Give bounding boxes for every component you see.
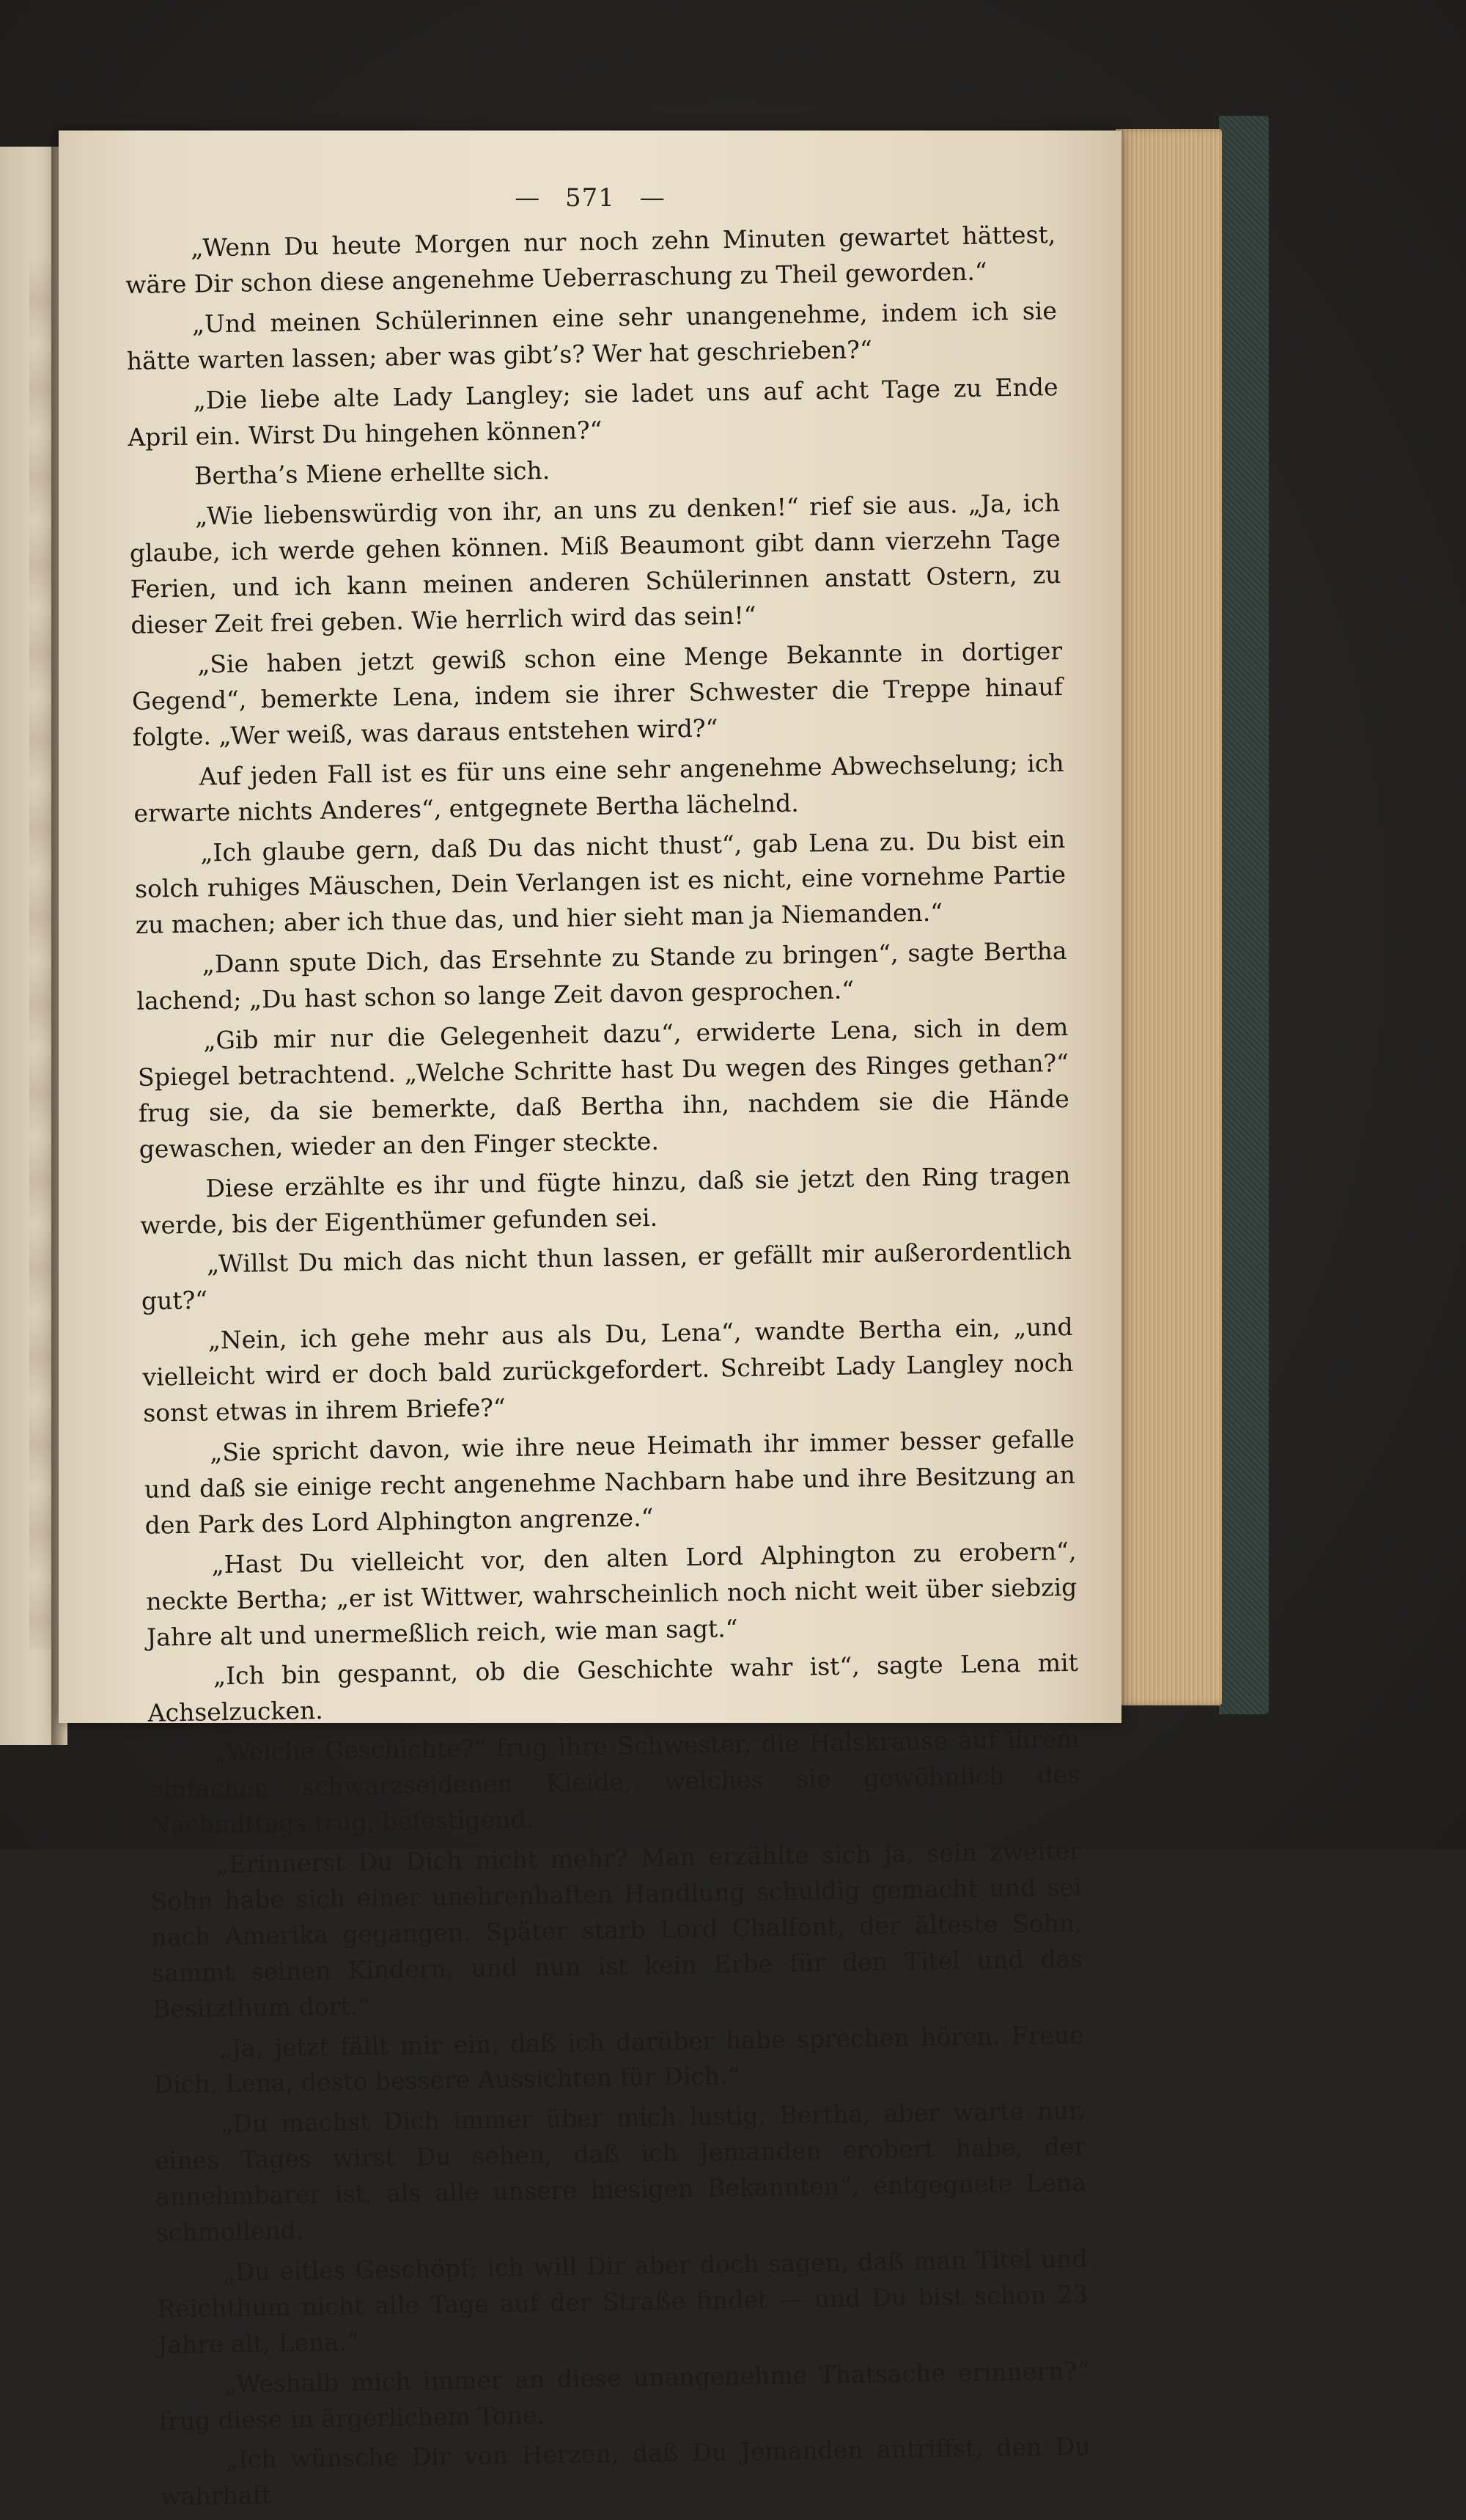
paragraph: „Dann spute Dich, das Ersehnte zu Stande zu bringen“, sagte Bertha lachend; „Du hast schon so lange Zeit davon gesprochen.“ [136, 936, 1067, 1015]
paragraph: „Und meinen Schülerinnen eine sehr unangenehme, indem ich sie hätte warten lassen; aber was gibt’s? Wer hat geschrieben?“ [126, 295, 1058, 375]
book-cover-edge [1217, 116, 1269, 1714]
paragraph: „Sie spricht davon, wie ihre neue Heimath ihr immer besser gefalle und daß sie einige recht angenehme Nachbarn habe und ihre Besitzung an den Park des Lord Alphington angrenze.“ [144, 1424, 1076, 1540]
paragraph: „Welche Geschichte?“ frug ihre Schwester, die Halskrause auf ihrem einfachen schwarzseidenen Kleide, welches sie gewöhnlich des Nachmittags trug, befestigend. [149, 1724, 1080, 1840]
paragraph: „Erinnerst Du Dich nicht mehr? Man erzählte sich ja, sein zweiter Sohn habe sich einer unehrenhaften Handlung schuldig gemacht und sei nach Amerika gegangen. Später starb Lord Chalfont, der älteste Sohn, sammt seinen Kindern, und nun ist kein Erbe für den Titel und das Besitzthum dort.“ [150, 1836, 1083, 2024]
paragraph: „Du eitles Geschöpf; ich will Dir aber doch sagen, daß man Titel und Reichthum nicht alle Tage auf der Straße findet — und Du bist schon 23 Jahre alt, Lena.“ [157, 2244, 1089, 2359]
page-edges [1116, 129, 1222, 1705]
paragraph: „Nein, ich gehe mehr aus als Du, Lena“, wandte Bertha ein, „und vielleicht wird er doch bald zurückgefordert. Schreibt Lady Langley noch sonst etwas in ihrem Briefe?“ [142, 1312, 1074, 1428]
paragraph: „Weshalb mich immer an diese unangenehme Thatsache erinnern?“ frug diese in ärgerlichem Tone. [158, 2356, 1090, 2436]
paragraph: „Ja, jetzt fällt mir ein, daß ich darüber habe sprechen hören. Freue Dich, Lena, desto bessere Aussichten für Dich.“ [153, 2020, 1085, 2100]
paragraph: „Die liebe alte Lady Langley; sie ladet uns auf acht Tage zu Ende April ein. Wirst Du hingehen können?“ [128, 372, 1058, 452]
paragraph: „Wenn Du heute Morgen nur noch zehn Minuten gewartet hättest, wäre Dir schon diese angenehme Ueberraschung zu Theil geworden.“ [125, 220, 1056, 299]
paragraph: „Ich glaube gern, daß Du das nicht thust“, gab Lena zu. Du bist ein solch ruhiges Mäuschen, Dein Verlangen ist es nicht, eine vornehme Partie zu machen; aber ich thue das, und hier sieht man ja Niemanden.“ [134, 824, 1067, 940]
paragraph: „Willst Du mich das nicht thun lassen, er gefällt mir außerordentlich gut?“ [141, 1236, 1072, 1316]
right-page [59, 131, 1121, 2511]
paragraph: „Ich bin gespannt, ob die Geschichte wahr ist“, sagte Lena mit Achselzucken. [147, 1648, 1079, 1728]
paragraph: Diese erzählte es ihr und fügte hinzu, daß sie jetzt den Ring tragen werde, bis der Eigenthümer gefunden sei. [139, 1160, 1071, 1240]
paragraph: „Hast Du vielleicht vor, den alten Lord Alphington zu erobern“, neckte Bertha; „er ist Wittwer, wahrscheinlich noch nicht weit über siebzig Jahre alt und unermeßlich reich, wie man sagt.“ [146, 1536, 1078, 1652]
page-number: 571 [565, 183, 615, 213]
page-header [59, 183, 1121, 213]
body-text [125, 217, 1091, 2520]
header-dash-left: — [515, 183, 541, 213]
paragraph: Bertha’s Miene erhellte sich. [194, 456, 550, 491]
paragraph: Auf jeden Fall ist es für uns eine sehr angenehme Abwechselung; ich erwarte nichts Anderes“, entgegnete Bertha lächelnd. [133, 748, 1064, 828]
paragraph: „Ich wünsche Dir von Herzen, daß Du Jemanden antriffst, den Du wahrhaft [160, 2432, 1091, 2511]
paragraph: „Gib mir nur die Gelegenheit dazu“, erwiderte Lena, sich in dem Spiegel betrachtend. „Welche Schritte hast Du wegen des Ringes gethan?“ frug sie, da sie bemerkte, daß Bertha ihn, nachdem sie die Hände gewaschen, wieder an den Finger steckte. [137, 1012, 1070, 1164]
paragraph: „Sie haben jetzt gewiß schon eine Menge Bekannte in dortiger Gegend“, bemerkte Lena, indem sie ihrer Schwester die Treppe hinauf folgte. „Wer weiß, was daraus entstehen wird?“ [131, 636, 1064, 752]
paragraph: „Du machst Dich immer über mich lustig, Bertha, aber warte nur, eines Tages wirst Du sehen, daß ich Jemanden erobert habe, der annehmbarer ist, als alle unsere hiesigen Bekannten“, entgegnete Lena schmollend. [155, 2096, 1087, 2247]
paragraph: „Wie liebenswürdig von ihr, an uns zu denken!“ rief sie aus. „Ja, ich glaube, ich werde gehen können. Miß Beaumont gibt dann vierzehn Tage Ferien, und ich kann meinen anderen Schülerinnen anstatt Ostern, zu dieser Zeit frei geben. Wie herrlich wird das sein!“ [129, 488, 1061, 639]
header-dash-right: — [639, 183, 666, 213]
